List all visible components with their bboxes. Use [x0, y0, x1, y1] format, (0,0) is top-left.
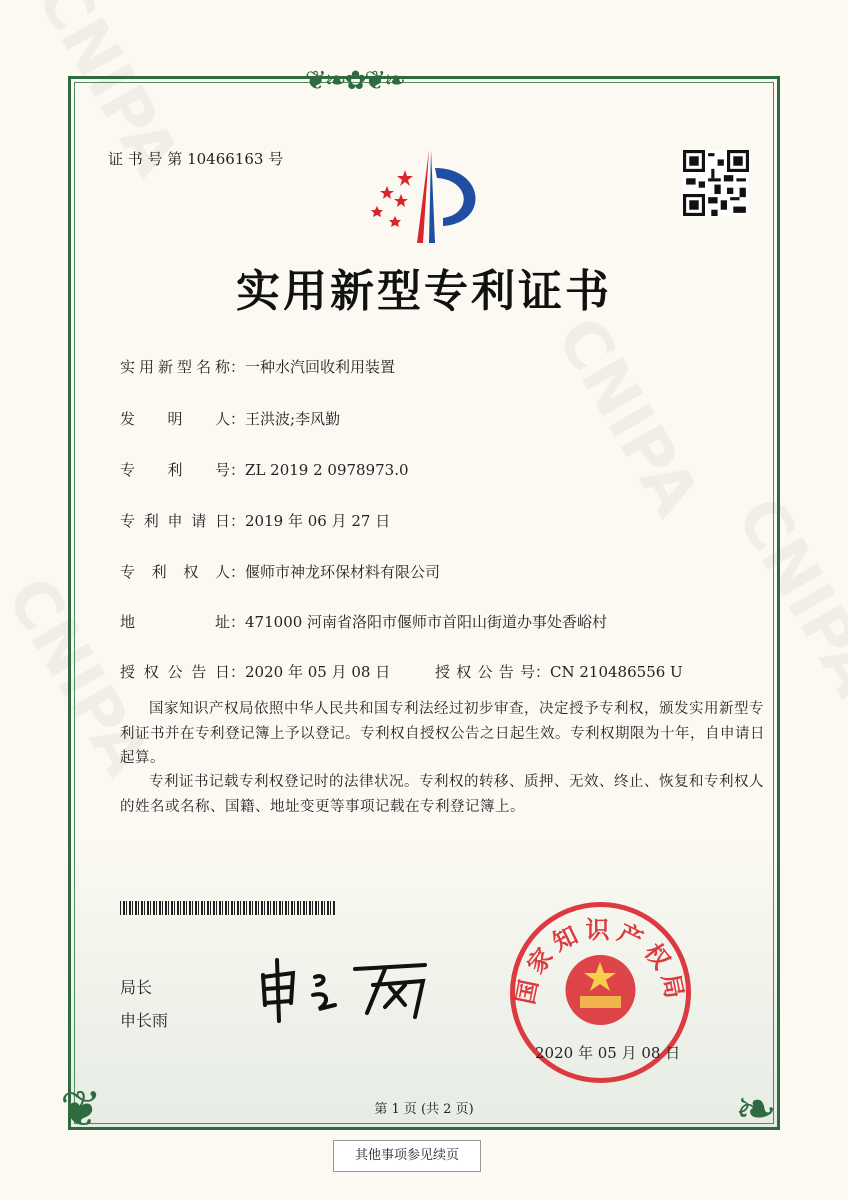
certificate-title: 实用新型专利证书	[236, 266, 612, 317]
corner-ornament-icon: ❧	[735, 1080, 777, 1138]
field-application-date: 专利申请日：2019 年 06 月 27 日	[120, 512, 391, 530]
director-name: 申长雨	[120, 1011, 169, 1030]
field-inventor: 发明人：王洪波;李风勤	[120, 410, 341, 428]
qr-code	[683, 150, 749, 216]
cnipa-logo	[365, 148, 490, 248]
field-grant-date: 授权公告日：2020 年 05 月 08 日	[120, 663, 391, 681]
field-address: 地址：471000 河南省洛阳市偃师市首阳山街道办事处香峪村	[120, 613, 608, 631]
field-patent-number: 专利号：ZL 2019 2 0978973.0	[120, 461, 409, 479]
statement-paragraph: 国家知识产权局依照中华人民共和国专利法经过初步审查，决定授予专利权，颁发实用新型专利证书并在专利登记簿上予以登记。专利权自授权公告之日起生效。专利权期限为十年，自申请日起算。	[120, 701, 765, 766]
field-patentee: 专利权人：偃师市神龙环保材料有限公司	[120, 563, 441, 581]
field-utility-model-name: 实用新型名称：一种水汽回收利用装置	[120, 358, 396, 376]
certificate-number: 证 书 号 第 10466163 号	[108, 150, 284, 168]
continuation-note: 其他事项参见续页	[333, 1140, 481, 1172]
director-signature	[255, 955, 440, 1025]
top-ornament-icon: ❦❧✿❦❧	[305, 66, 404, 96]
director-title: 局长	[120, 978, 153, 997]
barcode	[120, 901, 336, 915]
svg-text:国家知识产权局: 国家知识产权局	[511, 916, 690, 1007]
seal-date: 2020 年 05 月 08 日	[535, 1044, 681, 1062]
corner-ornament-icon: ❦	[60, 1080, 102, 1138]
page-number: 第 1 页 (共 2 页)	[374, 1102, 474, 1117]
statement-paragraph: 专利证书记载专利权登记时的法律状况。专利权的转移、质押、无效、终止、恢复和专利权人的姓名或名称、国籍、地址变更等事项记载在专利登记簿上。	[120, 774, 764, 815]
field-announcement-number: 授权公告号：CN 210486556 U	[435, 663, 683, 681]
